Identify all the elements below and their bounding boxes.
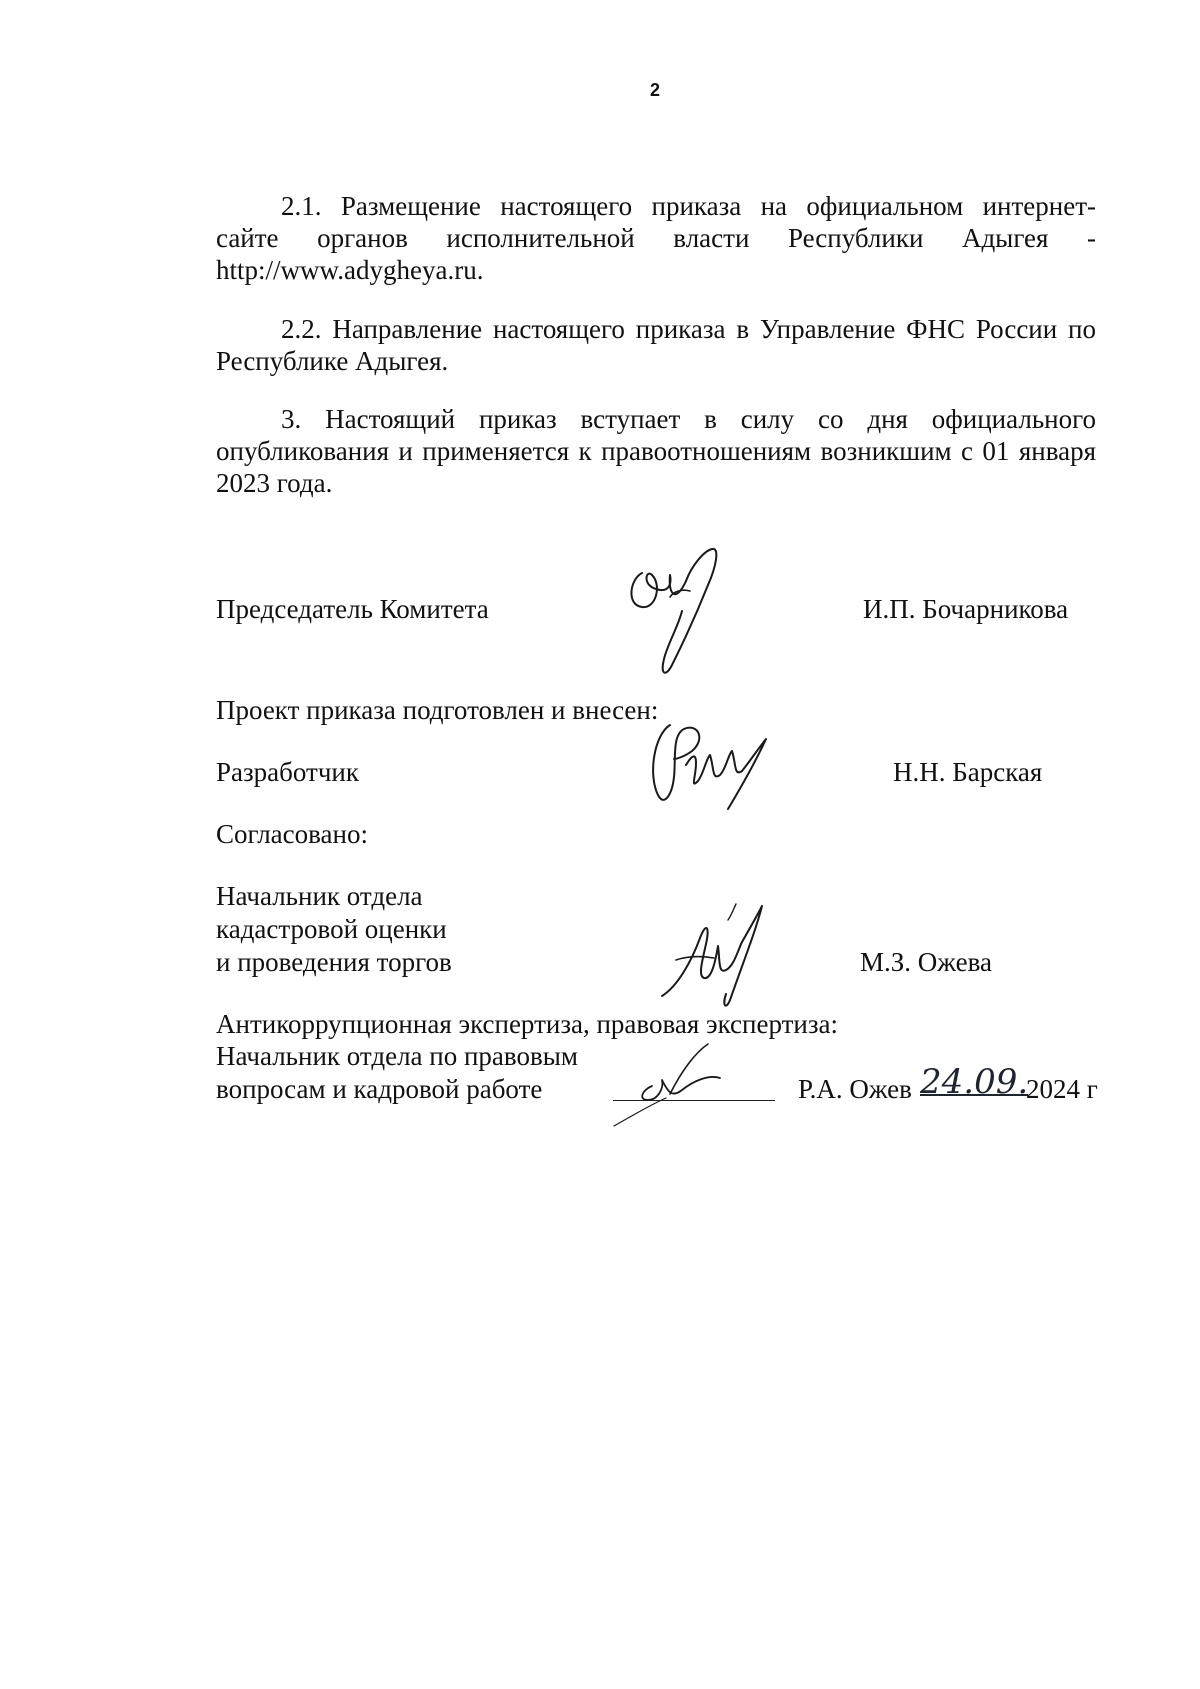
developer-title: Разработчик bbox=[216, 757, 359, 787]
cadastral-head-signature bbox=[658, 900, 768, 1015]
paragraph-line: сайте органов исполнительной власти Республики Адыгея - bbox=[216, 223, 1096, 253]
chairman-signature bbox=[612, 545, 732, 690]
cadastral-title-line: кадастровой оценки bbox=[216, 914, 447, 944]
chairman-name: И.П. Бочарникова bbox=[863, 594, 1069, 624]
cadastral-title-line: Начальник отдела bbox=[216, 881, 423, 911]
prepared-by-label: Проект приказа подготовлен и внесен: bbox=[216, 695, 659, 725]
paragraph-line: 3. Настоящий приказ вступает в силу со дня официального bbox=[281, 404, 1096, 434]
paragraph-3 bbox=[216, 403, 1096, 499]
cadastral-head-name: М.З. Ожева bbox=[860, 947, 992, 977]
legal-title-line: вопросам и кадровой работе bbox=[216, 1074, 543, 1104]
paragraph-line: 2023 года. bbox=[216, 468, 333, 498]
page-number: 2 bbox=[650, 80, 661, 100]
paragraph-line: http://www.adygheya.ru. bbox=[216, 255, 484, 285]
legal-title-line: Начальник отдела по правовым bbox=[216, 1041, 578, 1071]
paragraph-line: 2.2. Направление настоящего приказа в Управление ФНС России по bbox=[281, 314, 1096, 344]
developer-name: Н.Н. Барская bbox=[893, 757, 1043, 787]
developer-signature bbox=[640, 715, 780, 820]
expertise-label: Антикоррупционная экспертиза, правовая экспертиза: bbox=[216, 1009, 839, 1039]
handwritten-date: 24.09. bbox=[920, 1062, 1029, 1102]
paragraph-2-1 bbox=[216, 190, 1096, 286]
chairman-title: Председатель Комитета bbox=[216, 594, 489, 624]
date-year: 2024 г bbox=[1026, 1074, 1098, 1104]
legal-head-name: Р.А. Ожев bbox=[798, 1074, 912, 1104]
agreed-label: Согласовано: bbox=[216, 819, 368, 849]
paragraph-line: Республике Адыгея. bbox=[216, 346, 449, 376]
paragraph-line: опубликования и применяется к правоотношениям возникшим с 01 января bbox=[216, 436, 1096, 466]
legal-head-signature bbox=[612, 1040, 762, 1135]
paragraph-2-2 bbox=[216, 313, 1096, 377]
cadastral-title-line: и проведения торгов bbox=[216, 947, 452, 977]
paragraph-line: 2.1. Размещение настоящего приказа на официальном интернет- bbox=[281, 191, 1096, 221]
